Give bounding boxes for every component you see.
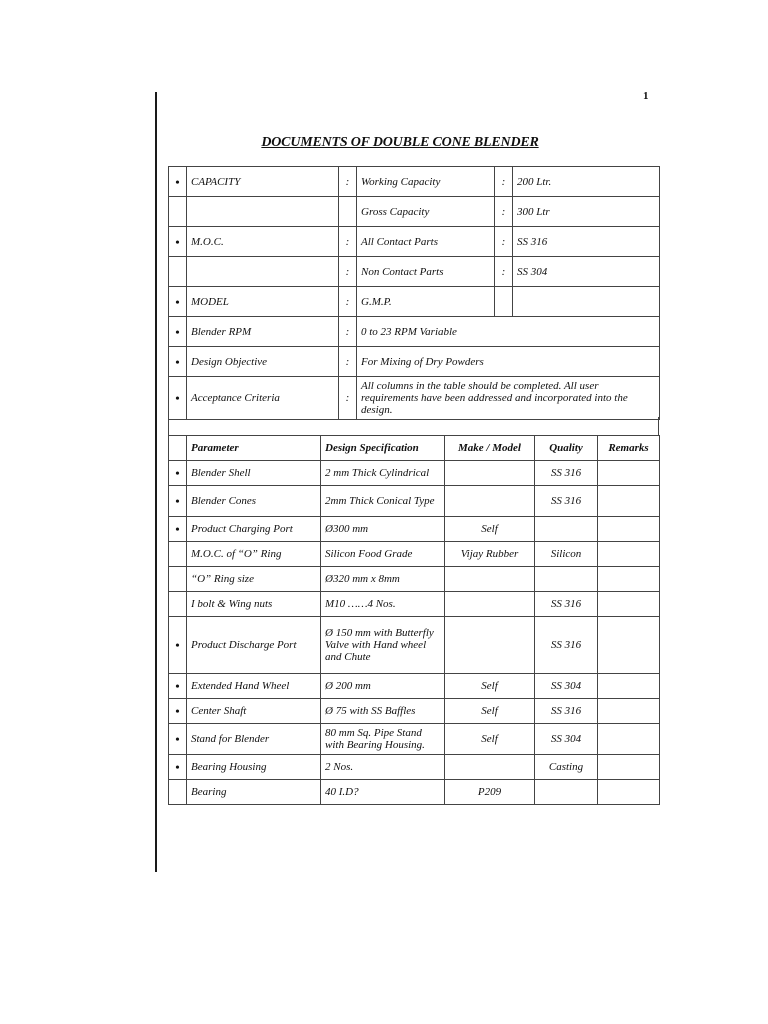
parameter-cell: Product Discharge Port bbox=[187, 617, 321, 674]
design-spec-cell: 2 mm Thick Cylindrical bbox=[321, 461, 445, 486]
spec-label: Blender RPM bbox=[187, 317, 339, 347]
table-row bbox=[169, 755, 660, 780]
design-spec-cell: 2mm Thick Conical Type bbox=[321, 486, 445, 517]
table-row bbox=[169, 724, 660, 755]
quality-cell: SS 304 bbox=[535, 674, 598, 699]
table-row bbox=[169, 617, 660, 674]
parameter-cell: Blender Shell bbox=[187, 461, 321, 486]
colon: : bbox=[339, 167, 357, 197]
spec-item: All columns in the table should be completed. All user requirements have been addressed and incorporated into the design. bbox=[357, 377, 660, 420]
parameter-cell: Extended Hand Wheel bbox=[187, 674, 321, 699]
spec-label: M.O.C. bbox=[187, 227, 339, 257]
colon: : bbox=[495, 197, 513, 227]
spec-label: CAPACITY bbox=[187, 167, 339, 197]
remarks-cell bbox=[598, 517, 660, 542]
header-design-specification: Design Specification bbox=[321, 436, 445, 461]
table-row bbox=[169, 780, 660, 805]
header-quality: Quality bbox=[535, 436, 598, 461]
header-cell-blank bbox=[169, 436, 187, 461]
bullet: • bbox=[169, 486, 187, 517]
bullet bbox=[169, 780, 187, 805]
colon bbox=[495, 287, 513, 317]
spec-value: SS 304 bbox=[513, 257, 660, 287]
quality-cell: SS 316 bbox=[535, 486, 598, 517]
remarks-cell bbox=[598, 542, 660, 567]
make-model-cell bbox=[445, 486, 535, 517]
design-spec-cell: M10 ……4 Nos. bbox=[321, 592, 445, 617]
document-title: DOCUMENTS OF DOUBLE CONE BLENDER bbox=[261, 135, 539, 150]
parameter-cell: Stand for Blender bbox=[187, 724, 321, 755]
quality-cell bbox=[535, 567, 598, 592]
spec-item: G.M.P. bbox=[357, 287, 495, 317]
spec-row bbox=[169, 347, 660, 377]
design-spec-cell: 80 mm Sq. Pipe Stand with Bearing Housing. bbox=[321, 724, 445, 755]
table-row bbox=[169, 674, 660, 699]
bullet: • bbox=[169, 347, 187, 377]
make-model-cell: Self bbox=[445, 699, 535, 724]
bullet: • bbox=[169, 227, 187, 257]
table-row bbox=[169, 517, 660, 542]
make-model-cell: P209 bbox=[445, 780, 535, 805]
design-spec-cell: Silicon Food Grade bbox=[321, 542, 445, 567]
spec-row bbox=[169, 257, 660, 287]
make-model-cell bbox=[445, 592, 535, 617]
header-parameter: Parameter bbox=[187, 436, 321, 461]
quality-cell: SS 316 bbox=[535, 461, 598, 486]
spec-row bbox=[169, 227, 660, 257]
bullet: • bbox=[169, 517, 187, 542]
quality-cell: Silicon bbox=[535, 542, 598, 567]
parameter-cell: “O” Ring size bbox=[187, 567, 321, 592]
colon: : bbox=[339, 317, 357, 347]
colon bbox=[339, 197, 357, 227]
parameter-table bbox=[168, 435, 660, 805]
make-model-cell: Self bbox=[445, 517, 535, 542]
bullet: • bbox=[169, 755, 187, 780]
design-spec-cell: Ø 150 mm with Butterfly Valve with Hand wheel and Chute bbox=[321, 617, 445, 674]
quality-cell bbox=[535, 517, 598, 542]
remarks-cell bbox=[598, 699, 660, 724]
table-row bbox=[169, 542, 660, 567]
parameter-cell: Blender Cones bbox=[187, 486, 321, 517]
remarks-cell bbox=[598, 755, 660, 780]
remarks-cell bbox=[598, 674, 660, 699]
spec-value: SS 316 bbox=[513, 227, 660, 257]
spec-value: 200 Ltr. bbox=[513, 167, 660, 197]
table-spacer bbox=[168, 417, 659, 435]
spec-item: 0 to 23 RPM Variable bbox=[357, 317, 660, 347]
spec-row bbox=[169, 317, 660, 347]
spec-item: Gross Capacity bbox=[357, 197, 495, 227]
remarks-cell bbox=[598, 486, 660, 517]
bullet bbox=[169, 257, 187, 287]
design-spec-cell: 40 I.D? bbox=[321, 780, 445, 805]
make-model-cell: Self bbox=[445, 724, 535, 755]
colon: : bbox=[495, 227, 513, 257]
quality-cell: SS 316 bbox=[535, 592, 598, 617]
specification-table bbox=[168, 166, 660, 420]
header-row bbox=[169, 436, 660, 461]
bullet bbox=[169, 197, 187, 227]
parameter-cell: Product Charging Port bbox=[187, 517, 321, 542]
quality-cell: SS 316 bbox=[535, 617, 598, 674]
page-number: 1 bbox=[643, 90, 649, 102]
remarks-cell bbox=[598, 567, 660, 592]
colon: : bbox=[495, 167, 513, 197]
spec-row bbox=[169, 197, 660, 227]
parameter-cell: Center Shaft bbox=[187, 699, 321, 724]
spec-item: All Contact Parts bbox=[357, 227, 495, 257]
bullet: • bbox=[169, 287, 187, 317]
table-row bbox=[169, 461, 660, 486]
design-spec-cell: 2 Nos. bbox=[321, 755, 445, 780]
make-model-cell bbox=[445, 755, 535, 780]
table-row bbox=[169, 486, 660, 517]
spec-value: 300 Ltr bbox=[513, 197, 660, 227]
spec-label: Design Objective bbox=[187, 347, 339, 377]
make-model-cell: Vijay Rubber bbox=[445, 542, 535, 567]
bullet: • bbox=[169, 317, 187, 347]
bullet: • bbox=[169, 377, 187, 420]
make-model-cell bbox=[445, 617, 535, 674]
quality-cell: Casting bbox=[535, 755, 598, 780]
parameter-cell: M.O.C. of “O” Ring bbox=[187, 542, 321, 567]
spec-value bbox=[513, 287, 660, 317]
remarks-cell bbox=[598, 724, 660, 755]
table-row bbox=[169, 699, 660, 724]
make-model-cell bbox=[445, 461, 535, 486]
design-spec-cell: Ø320 mm x 8mm bbox=[321, 567, 445, 592]
design-spec-cell: Ø 75 with SS Baffles bbox=[321, 699, 445, 724]
quality-cell: SS 316 bbox=[535, 699, 598, 724]
colon: : bbox=[339, 347, 357, 377]
header-remarks: Remarks bbox=[598, 436, 660, 461]
colon: : bbox=[339, 257, 357, 287]
bullet bbox=[169, 592, 187, 617]
quality-cell: SS 304 bbox=[535, 724, 598, 755]
design-spec-cell: Ø300 mm bbox=[321, 517, 445, 542]
bullet: • bbox=[169, 167, 187, 197]
bullet: • bbox=[169, 461, 187, 486]
spec-row bbox=[169, 287, 660, 317]
spec-label bbox=[187, 197, 339, 227]
bullet bbox=[169, 542, 187, 567]
spec-label bbox=[187, 257, 339, 287]
spec-item: Working Capacity bbox=[357, 167, 495, 197]
design-spec-cell: Ø 200 mm bbox=[321, 674, 445, 699]
quality-cell bbox=[535, 780, 598, 805]
spec-row bbox=[169, 167, 660, 197]
bullet: • bbox=[169, 724, 187, 755]
margin-line bbox=[155, 92, 157, 872]
header-make-model: Make / Model bbox=[445, 436, 535, 461]
make-model-cell: Self bbox=[445, 674, 535, 699]
spec-row bbox=[169, 377, 660, 420]
make-model-cell bbox=[445, 567, 535, 592]
parameter-cell: I bolt & Wing nuts bbox=[187, 592, 321, 617]
remarks-cell bbox=[598, 780, 660, 805]
bullet: • bbox=[169, 617, 187, 674]
parameter-cell: Bearing bbox=[187, 780, 321, 805]
colon: : bbox=[495, 257, 513, 287]
colon: : bbox=[339, 287, 357, 317]
remarks-cell bbox=[598, 592, 660, 617]
spec-item: For Mixing of Dry Powders bbox=[357, 347, 660, 377]
bullet bbox=[169, 567, 187, 592]
bullet: • bbox=[169, 674, 187, 699]
table-row bbox=[169, 592, 660, 617]
table-row bbox=[169, 567, 660, 592]
parameter-cell: Bearing Housing bbox=[187, 755, 321, 780]
remarks-cell bbox=[598, 461, 660, 486]
spec-label: Acceptance Criteria bbox=[187, 377, 339, 420]
bullet: • bbox=[169, 699, 187, 724]
colon: : bbox=[339, 227, 357, 257]
colon: : bbox=[339, 377, 357, 420]
remarks-cell bbox=[598, 617, 660, 674]
spec-label: MODEL bbox=[187, 287, 339, 317]
spec-item: Non Contact Parts bbox=[357, 257, 495, 287]
